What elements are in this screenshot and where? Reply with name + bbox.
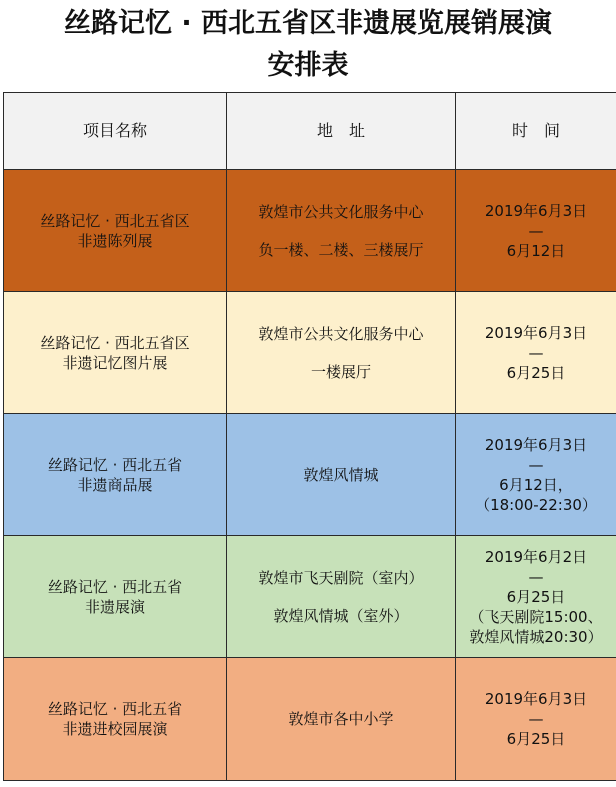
header-address: 地 址 [227, 93, 456, 170]
address-cell [227, 292, 456, 414]
time-line: （18:00-22:30） [475, 495, 597, 514]
project-name-cell [4, 170, 227, 292]
time-cell [456, 414, 616, 536]
project-name-line: 丝路记忆 · 西北五省区 [40, 333, 190, 352]
table-row [4, 658, 616, 781]
address-line: 敦煌市公共文化服务中心 [258, 324, 424, 343]
time-line: 2019年6月3日 [484, 435, 588, 454]
time-line: 6月12日 [506, 241, 566, 260]
project-name-line: 非遗记忆图片展 [62, 353, 168, 372]
project-name-line: 非遗商品展 [77, 475, 153, 494]
time-line: — [528, 567, 544, 586]
project-name-cell [4, 414, 227, 536]
time-cell [456, 658, 616, 781]
header-time: 时 间 [456, 93, 616, 170]
project-name-cell [4, 536, 227, 658]
project-name-line: 丝路记忆 · 西北五省 [47, 455, 183, 474]
schedule-table [3, 92, 616, 781]
address-line: 敦煌市公共文化服务中心 [258, 202, 424, 221]
project-name-line: 丝路记忆 · 西北五省 [47, 700, 183, 718]
time-line: — [528, 343, 544, 362]
time-line: 2019年6月3日 [484, 690, 588, 708]
table-header-row [4, 93, 616, 170]
time-cell [456, 292, 616, 414]
address-line: 敦煌市飞天剧院（室内） [258, 568, 424, 587]
project-name-cell [4, 658, 227, 781]
table-row [4, 536, 616, 658]
time-line: 6月25日 [506, 587, 566, 606]
time-line: 2019年6月3日 [484, 201, 588, 220]
table-row [4, 414, 616, 536]
time-line: 6月12日， [499, 475, 573, 494]
time-line: — [528, 710, 544, 728]
header-project-name: 项目名称 [4, 93, 227, 170]
project-name-line: 非遗进校园展演 [62, 720, 168, 738]
project-name-line: 非遗陈列展 [77, 231, 153, 250]
time-line: — [528, 221, 544, 240]
project-name-line: 丝路记忆 · 西北五省 [47, 577, 183, 596]
table-row [4, 292, 616, 414]
address-line: 敦煌风情城（室外） [273, 606, 409, 625]
time-line: 6月25日 [506, 363, 566, 382]
address-line: 一楼展厅 [310, 362, 371, 381]
address-cell [227, 414, 456, 536]
address-cell [227, 658, 456, 781]
time-line: 6月25日 [506, 730, 566, 748]
address-cell [227, 170, 456, 292]
time-cell [456, 536, 616, 658]
project-name-line: 非遗展演 [84, 597, 145, 616]
page-title-line-1: 丝路记忆 · 西北五省区非遗展览展销展演 [63, 8, 553, 39]
address-line: 敦煌风情城 [303, 465, 379, 484]
address-cell [227, 536, 456, 658]
project-name-line: 丝路记忆 · 西北五省区 [40, 211, 190, 230]
time-line: 2019年6月3日 [484, 323, 588, 342]
time-line: 敦煌风情城20:30） [469, 627, 603, 646]
page-title [0, 0, 616, 87]
project-name-cell [4, 292, 227, 414]
time-line: （飞天剧院15:00、 [469, 607, 603, 626]
time-cell [456, 170, 616, 292]
address-line: 负一楼、二楼、三楼展厅 [258, 240, 424, 259]
page-title-line-2: 安排表 [267, 50, 349, 81]
time-line: — [528, 455, 544, 474]
address-line: 敦煌市各中小学 [288, 710, 394, 728]
time-line: 2019年6月2日 [484, 547, 588, 566]
table-row [4, 170, 616, 292]
